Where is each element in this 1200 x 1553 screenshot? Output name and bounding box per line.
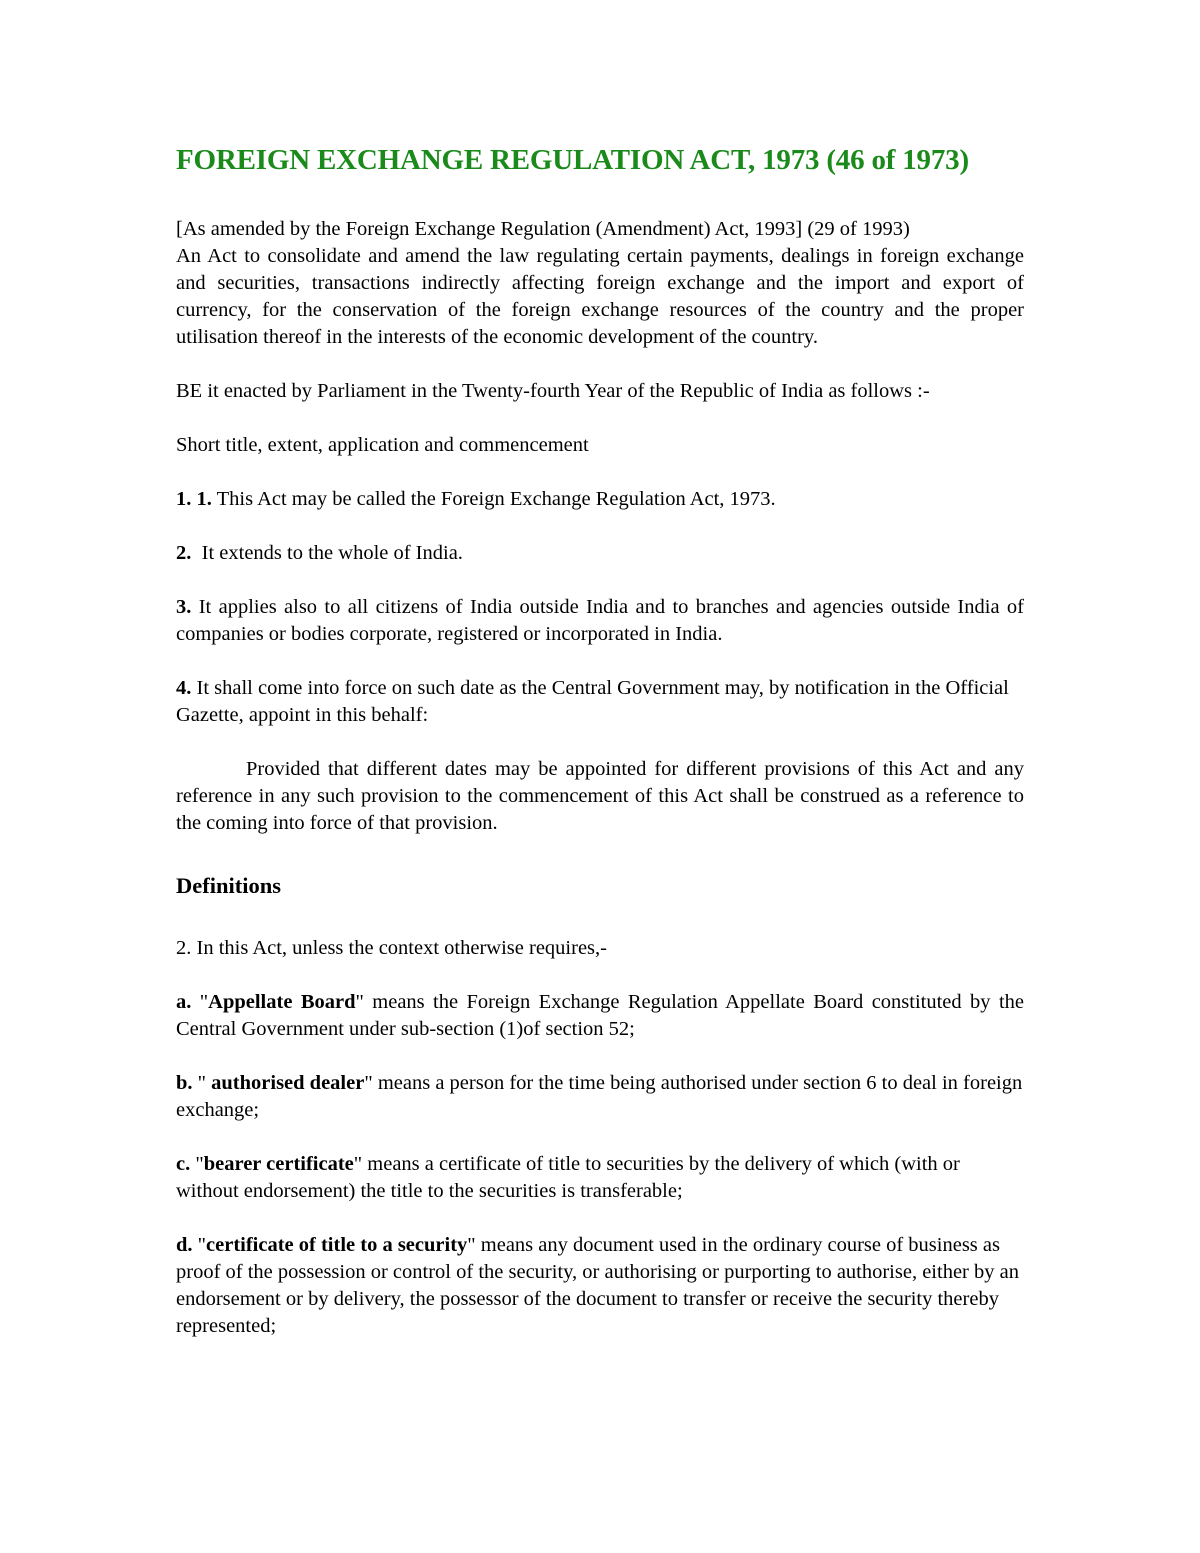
subsection-1-2 [176, 540, 1024, 567]
definition-letter: b. [176, 1072, 193, 1094]
proviso: Provided that different dates may be appointed for different provisions of this Act and any reference in any such provision to the commencement of this Act shall be construed as a reference to the coming into force of that provision. [176, 758, 1024, 834]
section-1-heading: Short title, extent, application and commencement [176, 434, 589, 456]
subsection-number: 1. 1. [176, 488, 212, 510]
document-title: FOREIGN EXCHANGE REGULATION ACT, 1973 (46 of 1973) [176, 144, 969, 176]
quote-mark: " [191, 991, 209, 1013]
subsection-text: This Act may be called the Foreign Exchange Regulation Act, 1973. [211, 488, 776, 510]
section-2-intro: 2. In this Act, unless the context otherwise requires,- [176, 937, 607, 959]
definition-term: certificate of title to a security [206, 1234, 468, 1256]
definition-text: " means the Foreign Exchange Regulation Appellate Board constituted by the Central Government under sub-section (1)of section 52; [176, 991, 1025, 1040]
definition-a [176, 989, 1024, 1043]
subsection-1-1 [176, 486, 1024, 513]
definition-letter: d. [176, 1234, 193, 1256]
definition-term: bearer certificate [203, 1153, 354, 1175]
quote-mark: " [190, 1153, 204, 1175]
definition-letter: c. [176, 1153, 191, 1175]
amended-note: [As amended by the Foreign Exchange Regulation (Amendment) Act, 1993] (29 of 1993) [176, 218, 910, 240]
definition-text: " means a person for the time being authorised under section 6 to deal in foreign exchange; [176, 1072, 1023, 1121]
subsection-1-3 [176, 594, 1024, 648]
subsection-number: 4. [176, 677, 192, 699]
subsection-number: 2. [176, 542, 192, 564]
subsection-number: 3. [176, 596, 192, 618]
quote-mark: " [192, 1234, 207, 1256]
definition-c [176, 1151, 1024, 1205]
definition-text: " means a certificate of title to securities by the delivery of which (with or without endorsement) the title to the securities is transferable; [176, 1153, 960, 1202]
definitions-heading: Definitions [176, 873, 282, 898]
definition-term: authorised dealer [211, 1072, 365, 1094]
preamble: An Act to consolidate and amend the law regulating certain payments, dealings in foreign exchange and securities, transactions indirectly affecting foreign exchange and the import and export of currency, for the conservation of the foreign exchange resources of the country and the proper utilisation thereof in the interests of the economic development of the country. [176, 245, 1024, 348]
subsection-text: It shall come into force on such date as the Central Government may, by notification in the Official Gazette, appoint in this behalf: [176, 677, 1009, 726]
subsection-text: It applies also to all citizens of India outside India and to branches and agencies outside India of companies or bodies corporate, registered or incorporated in India. [176, 596, 1024, 645]
definition-term: Appellate Board [208, 991, 356, 1013]
definition-letter: a. [176, 991, 192, 1013]
definition-text: " means any document used in the ordinary course of business as proof of the possession or control of the security, or authorising or purporting to authorise, either by an endorsement or by delivery, the possessor of the document to transfer or receive the security thereby represented; [176, 1234, 1019, 1337]
quote-mark: " [192, 1072, 212, 1094]
subsection-text: It extends to the whole of India. [191, 542, 463, 564]
definition-d [176, 1232, 1024, 1340]
definition-b [176, 1070, 1024, 1124]
document-page [176, 140, 1024, 1340]
enactment-clause: BE it enacted by Parliament in the Twenty-fourth Year of the Republic of India as follows :- [176, 380, 930, 402]
subsection-1-4 [176, 675, 1024, 729]
